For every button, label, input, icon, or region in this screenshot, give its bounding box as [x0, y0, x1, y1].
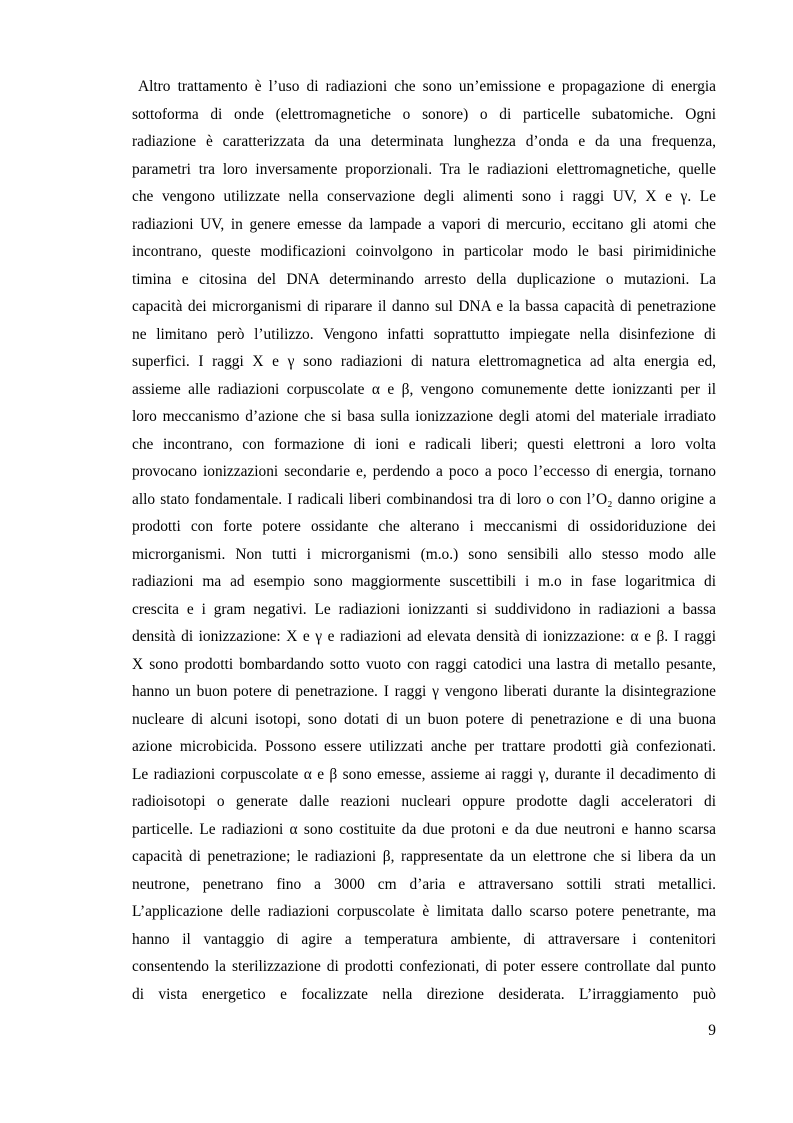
text-line: ne limitano però l’utilizzo. Vengono infatti soprattutto impiegate nella disinfezione di: [132, 325, 716, 343]
text-line: prodotti con forte potere ossidante che alterano i meccanismi di ossidoriduzione dei: [132, 518, 716, 535]
text-line: sottoforma di onde (elettromagnetiche o sonore) o di particelle subatomiche. Ogni: [132, 105, 716, 123]
text-line: Le radiazioni corpuscolate α e β sono emesse, assieme ai raggi γ, durante il decadimento di: [132, 765, 716, 783]
text-line: assieme alle radiazioni corpuscolate α e β, vengono comunemente dette ionizzanti per il: [132, 380, 716, 398]
text-line: radioisotopi o generate dalle reazioni nucleari oppure prodotte dagli acceleratori di: [132, 793, 716, 810]
text-line: di vista energetico e focalizzate nella direzione desiderata. L’irraggiamento può: [132, 985, 716, 1003]
text-line: X sono prodotti bombardando sotto vuoto con raggi catodici una lastra di metallo pesante,: [132, 655, 716, 673]
text-line: neutrone, penetrano fino a 3000 cm d’aria e attraversano sottili strati metallici.: [132, 875, 716, 893]
text-line: radiazione è caratterizzata da una determinata lunghezza d’onda e da una frequenza,: [132, 133, 716, 150]
text-line: capacità dei microrganismi di riparare il danno sul DNA e la bassa capacità di penetrazione: [132, 298, 716, 315]
text-line: che vengono utilizzate nella conservazione degli alimenti sono i raggi UV, X e γ. Le: [132, 188, 716, 205]
text-line: radiazioni ma ad esempio sono maggiormente suscettibili i m.o in fase logaritmica di: [132, 573, 716, 590]
text-line: Altro trattamento è l’uso di radiazioni che sono un’emissione e propagazione di energia: [138, 78, 716, 95]
text-line: particelle. Le radiazioni α sono costituite da due protoni e da due neutroni e hanno scarsa: [132, 820, 716, 838]
text-line: incontrano, queste modificazioni coinvolgono in particolar modo le basi pirimidiniche: [132, 243, 716, 260]
text-line: L’applicazione delle radiazioni corpuscolate è limitata dallo scarso potere penetrante, ma: [132, 903, 716, 920]
text-line: radiazioni UV, in genere emesse da lampade a vapori di mercurio, eccitano gli atomi che: [132, 215, 716, 233]
text-line: che incontrano, con formazione di ioni e radicali liberi; questi elettroni a loro volta: [132, 435, 716, 453]
text-line: loro meccanismo d’azione che si basa sulla ionizzazione degli atomi del materiale irradiato: [132, 408, 716, 425]
text-line: superfici. I raggi X e γ sono radiazioni di natura elettromagnetica ad alta energia ed,: [132, 353, 716, 370]
text-line: hanno il vantaggio di agire a temperatura ambiente, di attraversare i contenitori: [132, 930, 716, 948]
text-line: provocano ionizzazioni secondarie e, perdendo a poco a poco l’eccesso di energia, tornano: [132, 463, 716, 480]
text-line: nucleare di alcuni isotopi, sono dotati di un buon potere di penetrazione e di una buona: [132, 710, 716, 728]
text-line: capacità di penetrazione; le radiazioni β, rappresentate da un elettrone che si libera da un: [132, 848, 716, 865]
text-line: hanno un buon potere di penetrazione. I raggi γ vengono liberati durante la disintegrazione: [132, 683, 716, 700]
text-line: microrganismi. Non tutti i microrganismi (m.o.) sono sensibili allo stesso modo alle: [132, 545, 716, 563]
body-paragraph: [132, 73, 716, 1008]
text-line: allo stato fondamentale. I radicali liberi combinandosi tra di loro o con l’O₂ danno origine a: [132, 490, 716, 508]
text-line: densità di ionizzazione: X e γ e radiazioni ad elevata densità di ionizzazione: α e β. I raggi: [132, 628, 716, 645]
text-line: azione microbicida. Possono essere utilizzati anche per trattare prodotti già confezionati.: [132, 738, 716, 755]
text-line: crescita e i gram negativi. Le radiazioni ionizzanti si suddividono in radiazioni a bassa: [132, 600, 716, 618]
text-line: consentendo la sterilizzazione di prodotti confezionati, di poter essere controllate dal punto: [132, 958, 716, 975]
text-line: parametri tra loro inversamente proporzionali. Tra le radiazioni elettromagnetiche, quelle: [132, 160, 716, 178]
page-number: 9: [708, 1022, 716, 1039]
text-line: timina e citosina del DNA determinando arresto della duplicazione o mutazioni. La: [132, 270, 716, 288]
